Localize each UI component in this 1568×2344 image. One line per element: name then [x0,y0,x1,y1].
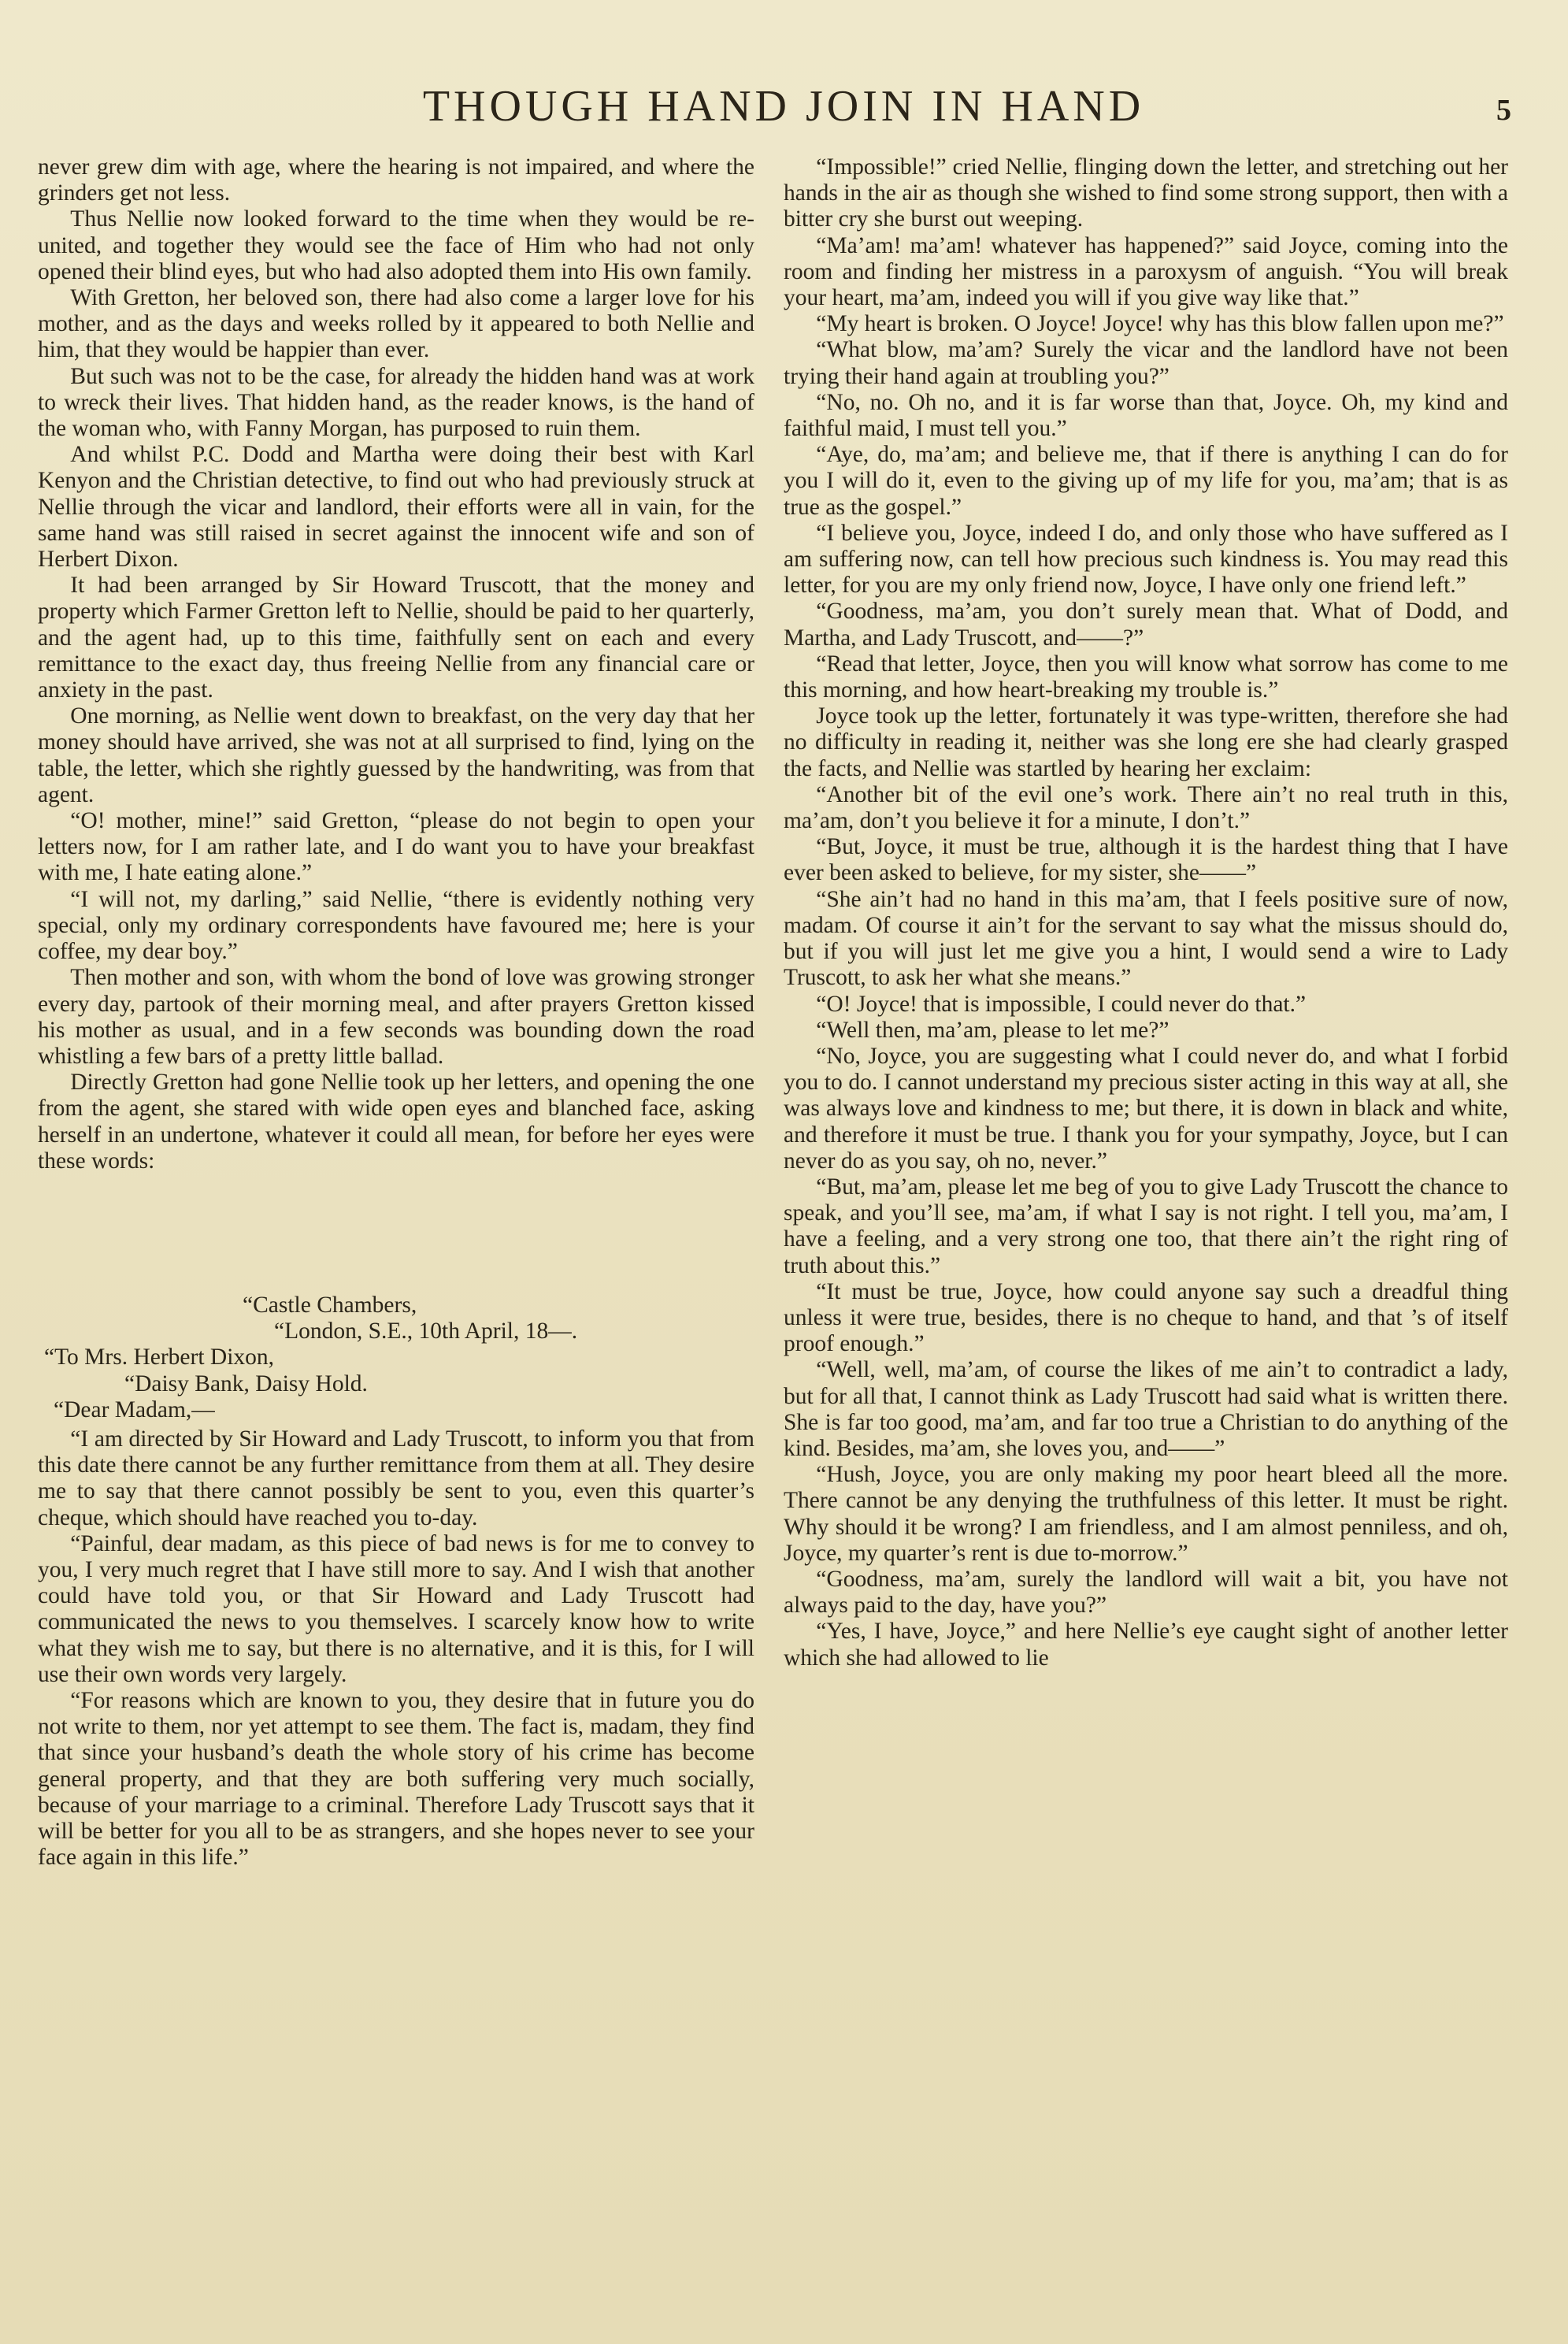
body-paragraph: “Hush, Joyce, you are only making my poor heart bleed all the more. There cannot be any denying the truthfulness of this letter. It must be right. Why should it be wrong? I am friendless, and I am almost penniless, and oh, Joyce, my quarter’s rent is due to-morrow.” [784,1462,1508,1566]
body-paragraph: Directly Gretton had gone Nellie took up her letters, and opening the one from the agent, she stared with wide open eyes and blanched face, asking herself in an undertone, whatever it could all mean, for before her eyes were these words: [38,1070,754,1174]
body-paragraph: “I will not, my darling,” said Nellie, “there is evidently nothing very special, only my ordinary correspondents have favoured me; here is your coffee, my dear boy.” [38,886,754,965]
body-paragraph: Then mother and son, with whom the bond of love was growing stronger every day, partook of their morning meal, and after prayers Gretton kissed his mother as usual, and in a few seconds was bounding down the road whistling a few bars of a pretty little ballad. [38,965,754,1069]
body-paragraph: “Goodness, ma’am, you don’t surely mean that. What of Dodd, and Martha, and Lady Truscott, and——?” [784,599,1508,651]
body-paragraph: “O! Joyce! that is impossible, I could never do that.” [816,991,1307,1017]
body-paragraph: “Aye, do, ma’am; and believe me, that if there is anything I can do for you I will do it, even to the giving up of my life for you, ma’am; that is as true as the gospel.” [784,442,1508,520]
letter-sender: “Castle Chambers, [243,1292,417,1318]
body-paragraph: “But, ma’am, please let me beg of you to give Lady Truscott the chance to speak, and you’ll see, ma’am, if what I say is not right. I tell you, ma’am, I have a feeling, and a very strong one too, that there ain’t the right ring of truth about this.” [784,1174,1508,1278]
letter-spacer [38,1174,754,1293]
body-paragraph: “No, Joyce, you are suggesting what I could never do, and what I forbid you to do. I cannot understand my precious sister acting in this way at all, she was always love and kindness to me; but there, it is down in black and white, and therefore it must be true. I thank you for your sympathy, Joyce, but I can never do as you say, oh no, never.” [784,1043,1508,1174]
letter-recipient-address: “Daisy Bank, Daisy Hold. [124,1370,368,1396]
body-paragraph: “It must be true, Joyce, how could anyone say such a dreadful thing unless it were true, besides, there is no cheque to hand, and that ’s of itself proof enough.” [784,1278,1508,1357]
letter-date-line: “London, S.E., 10th April, 18—. [274,1318,578,1344]
body-paragraph: “Ma’am! ma’am! whatever has happened?” said Joyce, coming into the room and finding her mistress in a paroxysm of anguish. “You will break your heart, ma’am, indeed you will if you give way like that.” [784,232,1508,311]
body-paragraph: “Well, well, ma’am, of course the likes of me ain’t to contradict a lady, but for all that, I cannot think as Lady Truscott had said what is written there. She is far too good, ma’am, and far too true a Christian to do anything of the kind. Besides, ma’am, she loves you, and——” [784,1357,1508,1461]
running-title: THOUGH HAND JOIN IN HAND [422,82,1145,131]
letter-salutation: “Dear Madam,— [54,1396,215,1422]
body-paragraph: “I believe you, Joyce, indeed I do, and only those who have suffered as I am suffering now, can tell how precious such kindness is. You may read this letter, for you are my only friend now, Joyce, I have only one friend left.” [784,520,1508,599]
body-paragraph: “No, no. Oh no, and it is far worse than that, Joyce. Oh, my kind and faithful maid, I must tell you.” [784,389,1508,442]
body-paragraph: never grew dim with age, where the hearing is not impaired, and where the grinders get not less. [38,154,754,206]
page-number: 5 [1496,94,1511,127]
letter-heading [38,1293,754,1423]
body-paragraph: “Another bit of the evil one’s work. There ain’t no real truth in this, ma’am, don’t you believe it for a minute, I don’t.” [784,781,1508,834]
body-paragraph: “O! mother, mine!” said Gretton, “please do not begin to open your letters now, for I am rather late, and I do want you to have your breakfast with me, I hate eating alone.” [38,808,754,886]
body-paragraph: “Impossible!” cried Nellie, flinging down the letter, and stretching out her hands in the air as though she wished to find some strong support, then with a bitter cry she burst out weeping. [784,154,1508,232]
body-paragraph: “Well then, ma’am, please to let me?” [816,1017,1170,1043]
body-paragraph: But such was not to be the case, for already the hidden hand was at work to wreck their lives. That hidden hand, as the reader knows, is the hand of the woman who, with Fanny Morgan, has purposed to ruin them. [38,363,754,442]
letter-paragraph: “For reasons which are known to you, they desire that in future you do not write to them, nor yet attempt to see them. The fact is, madam, they find that since your husband’s death the whole story of his crime has become general property, and that they are both suffering very much socially, because of your marriage to a criminal. Therefore Lady Truscott says that it will be better for you all to be as strangers, and she hopes never to see your face again in this life.” [38,1687,754,1871]
body-paragraph: It had been arranged by Sir Howard Truscott, that the money and property which Farmer Gretton left to Nellie, should be paid to her quarterly, and the agent had, up to this time, faithfully sent on each and every remittance to the exact day, thus freeing Nellie from any financial care or anxiety in the past. [38,573,754,703]
left-column [38,154,754,2320]
body-paragraph: Joyce took up the letter, fortunately it was type-written, therefore she had no difficulty in reading it, neither was she long ere she had clearly grasped the facts, and Nellie was startled by hearing her exclaim: [784,703,1508,781]
body-paragraph: With Gretton, her beloved son, there had also come a larger love for his mother, and as the days and weeks rolled by it appeared to both Nellie and him, that they would be happier than ever. [38,285,754,363]
running-head [0,79,1568,134]
body-paragraph: “My heart is broken. O Joyce! Joyce! why has this blow fallen upon me?” [816,311,1504,337]
body-paragraph: “She ain’t had no hand in this ma’am, that I feels positive sure of now, madam. Of course it ain’t for the servant to say what the missus should do, but if you will just let me give you a hint, I would send a wire to Lady Truscott, to ask her what she means.” [784,886,1508,991]
body-paragraph: “Yes, I have, Joyce,” and here Nellie’s eye caught sight of another letter which she had allowed to lie [784,1619,1508,1671]
body-paragraph: Thus Nellie now looked forward to the time when they would be re-united, and together they would see the face of Him who had not only opened their blind eyes, but who had also adopted them into His own family. [38,206,754,284]
letter-paragraph: “Painful, dear madam, as this piece of bad news is for me to convey to you, I very much regret that I have still more to say. And I wish that another could have told you, or that Sir Howard and Lady Truscott had communicated the news to you themselves. I scarcely know how to write what they wish me to say, but there is no alternative, and it is this, for I will use their own words very largely. [38,1530,754,1687]
body-paragraph: “What blow, ma’am? Surely the vicar and the landlord have not been trying their hand again at troubling you?” [784,337,1508,389]
letter-paragraph: “I am directed by Sir Howard and Lady Truscott, to inform you that from this date there cannot be any further remittance from them at all. They desire me to say that there cannot possibly be sent to you, even this quarter’s cheque, which should have reached you to-day. [38,1426,754,1530]
right-column [784,154,1508,2320]
body-paragraph: “Goodness, ma’am, surely the landlord will wait a bit, you have not always paid to the day, have you?” [784,1566,1508,1619]
body-paragraph: And whilst P.C. Dodd and Martha were doing their best with Karl Kenyon and the Christian detective, to find out who had previously struck at Nellie through the vicar and landlord, their efforts were all in vain, for the same hand was still raised in secret against the innocent wife and son of Herbert Dixon. [38,442,754,573]
letter-recipient: “To Mrs. Herbert Dixon, [44,1344,275,1370]
body-paragraph: One morning, as Nellie went down to breakfast, on the very day that her money should have arrived, she was not at all surprised to find, lying on the table, the letter, which she rightly guessed by the handwriting, was from that agent. [38,703,754,807]
body-paragraph: “But, Joyce, it must be true, although it is the hardest thing that I have ever been asked to believe, for my sister, she——” [784,834,1508,886]
body-paragraph: “Read that letter, Joyce, then you will know what sorrow has come to me this morning, and how heart-breaking my trouble is.” [784,651,1508,703]
